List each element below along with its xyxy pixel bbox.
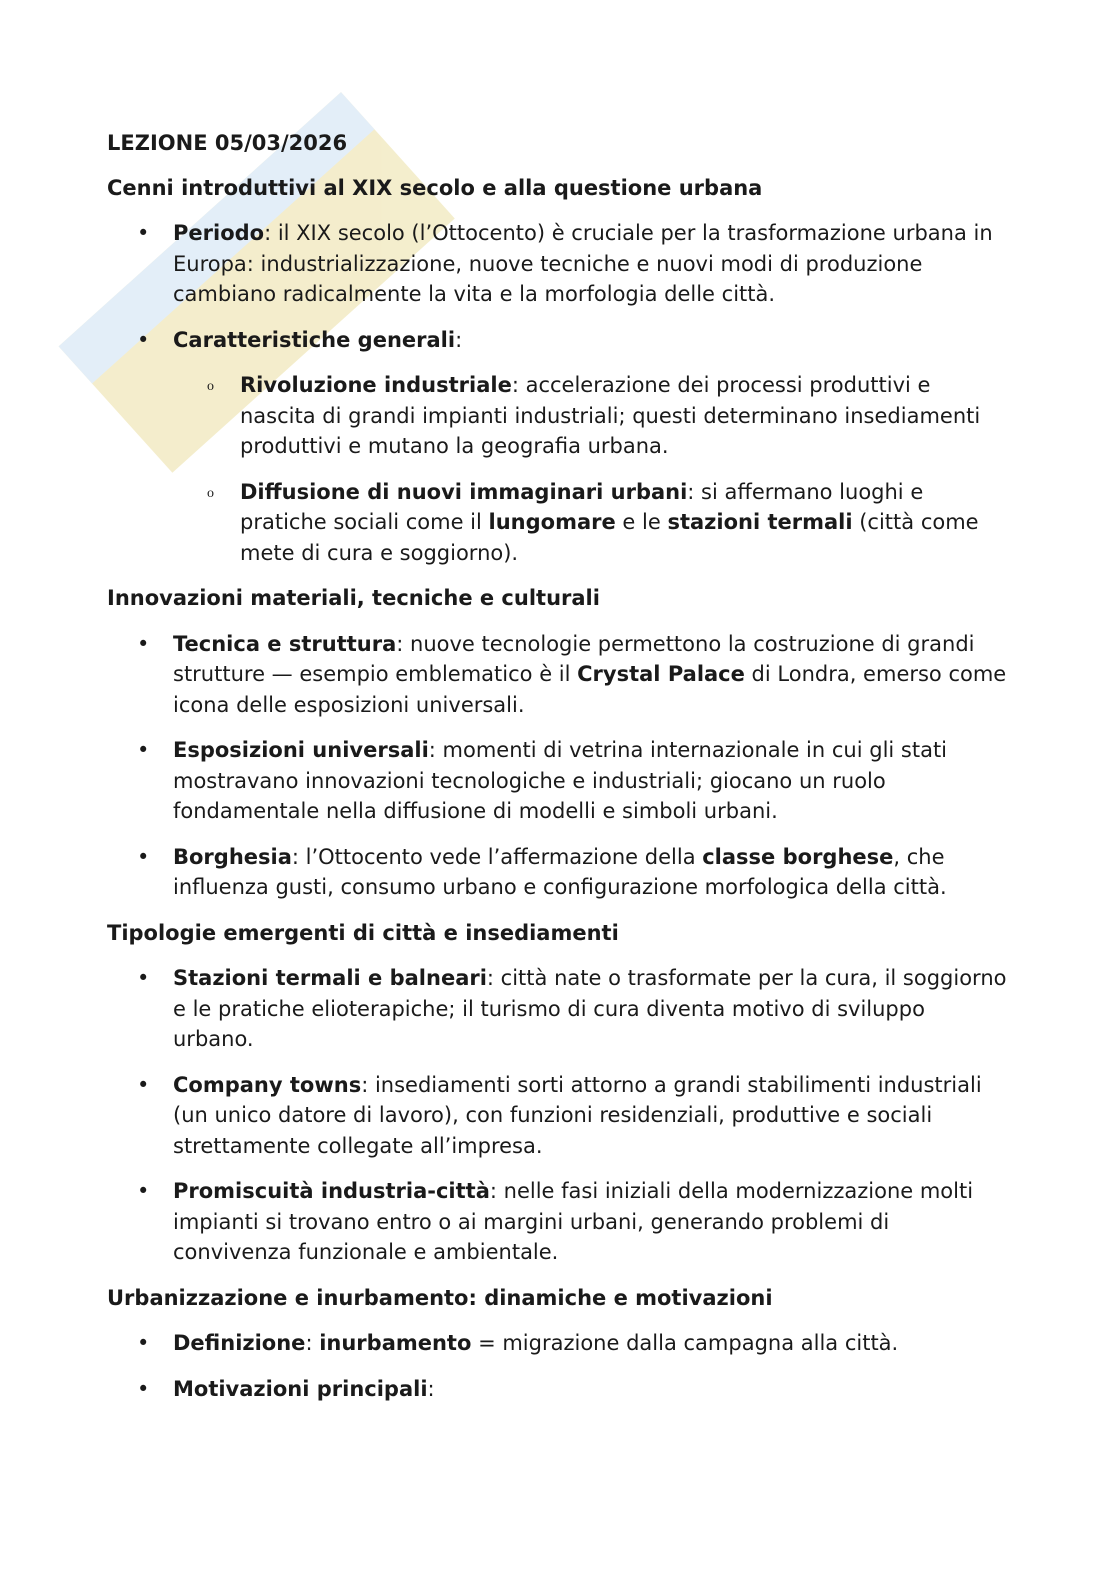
item-text: : l’Ottocento vede l’affermazione della (291, 844, 703, 869)
list-item (107, 218, 1007, 310)
term: Definizione (173, 1331, 306, 1355)
item-text: (città come mete di cura e soggiorno). (240, 510, 979, 565)
list-item (107, 1374, 1007, 1405)
emphasis: classe borghese (702, 844, 894, 869)
term: Company towns (173, 1072, 362, 1097)
list-item (107, 842, 1007, 903)
bullet-list (107, 629, 1007, 903)
term: Motivazioni principali (173, 1376, 428, 1401)
sub-list-item (107, 370, 1007, 462)
item-text: : si affermano luoghi e pratiche sociali come il (240, 479, 924, 534)
section-heading-intro: Cenni introduttivi al XIX secolo e alla questione urbana (107, 175, 763, 200)
list-item (107, 963, 1007, 1055)
term: Rivoluzione industriale (240, 373, 512, 397)
section-heading-urbanization: Urbanizzazione e inurbamento: dinamiche e motivazioni (107, 1285, 773, 1310)
list-item (107, 735, 1007, 827)
term: Diffusione di nuovi immaginari urbani (240, 479, 688, 504)
item-text: : nuove tecnologie permettono la costruzione di grandi strutture — esempio emblematico è il (173, 631, 975, 686)
bullet-list (107, 218, 1007, 568)
emphasis: Crystal Palace (577, 662, 745, 686)
item-text: di Londra, emerso come icona delle esposizioni universali. (173, 662, 1007, 717)
item-text: : (455, 327, 463, 352)
item-text: : insediamenti sorti attorno a grandi stabilimenti industriali (un unico datore di lavoro), con funzioni residenziali, produttive e sociali strettamente collegate all’impresa. (173, 1072, 982, 1158)
item-text: : il XIX secolo (l’Ottocento) è cruciale per la trasformazione urbana in Europa: industrializzazione, nuove tecniche e nuovi modi di produzione cambiano radicalmente la vita e la morfologia delle città. (173, 221, 993, 306)
item-text: : città nate o trasformate per la cura, il soggiorno e le pratiche elioterapiche; il turismo di cura diventa motivo di sviluppo urbano. (173, 966, 1007, 1051)
bullet-list (107, 963, 1007, 1268)
list-item (107, 1070, 1007, 1162)
term: Caratteristiche generali (173, 327, 456, 352)
item-text: : accelerazione dei processi produttivi e nascita di grandi impianti industriali; questi determinano insediamenti produttivi e mutano la geografia urbana. (240, 373, 981, 458)
document-body (107, 128, 1007, 1419)
term: Esposizioni universali (173, 738, 429, 762)
section-heading-innovations: Innovazioni materiali, tecniche e culturali (107, 586, 600, 610)
bullet-list (107, 1328, 1007, 1404)
list-item (107, 1328, 1007, 1359)
item-text: : (427, 1376, 435, 1401)
emphasis: stazioni termali (667, 510, 853, 534)
list-item (107, 325, 1007, 356)
term: Stazioni termali e balneari (173, 966, 487, 990)
term: Tecnica e struttura (173, 631, 397, 656)
term: Promiscuità industria-città (173, 1179, 490, 1203)
term: Periodo (173, 221, 265, 245)
item-text: e le (615, 510, 668, 534)
item-text: , che influenza gusti, consumo urbano e configurazione morfologica della città. (173, 844, 947, 899)
item-text: : momenti di vetrina internazionale in cui gli stati mostravano innovazioni tecnologiche e industriali; giocano un ruolo fondamentale nella diffusione di modelli e simboli urbani. (173, 738, 948, 823)
list-item (107, 1176, 1007, 1268)
emphasis: inurbamento (319, 1331, 472, 1355)
item-text: : nelle fasi iniziali della modernizzazione molti impianti si trovano entro o ai margini urbani, generando problemi di convivenza funzionale e ambientale. (173, 1179, 974, 1264)
list-item (107, 629, 1007, 721)
sub-list-item (107, 477, 1007, 569)
lecture-title: LEZIONE 05/03/2026 (107, 131, 348, 155)
section-heading-typologies: Tipologie emergenti di città e insediamenti (107, 920, 619, 945)
emphasis: lungomare (488, 510, 616, 534)
item-text: : (305, 1331, 320, 1355)
item-text: = migrazione dalla campagna alla città. (471, 1331, 899, 1355)
term: Borghesia (173, 844, 292, 869)
